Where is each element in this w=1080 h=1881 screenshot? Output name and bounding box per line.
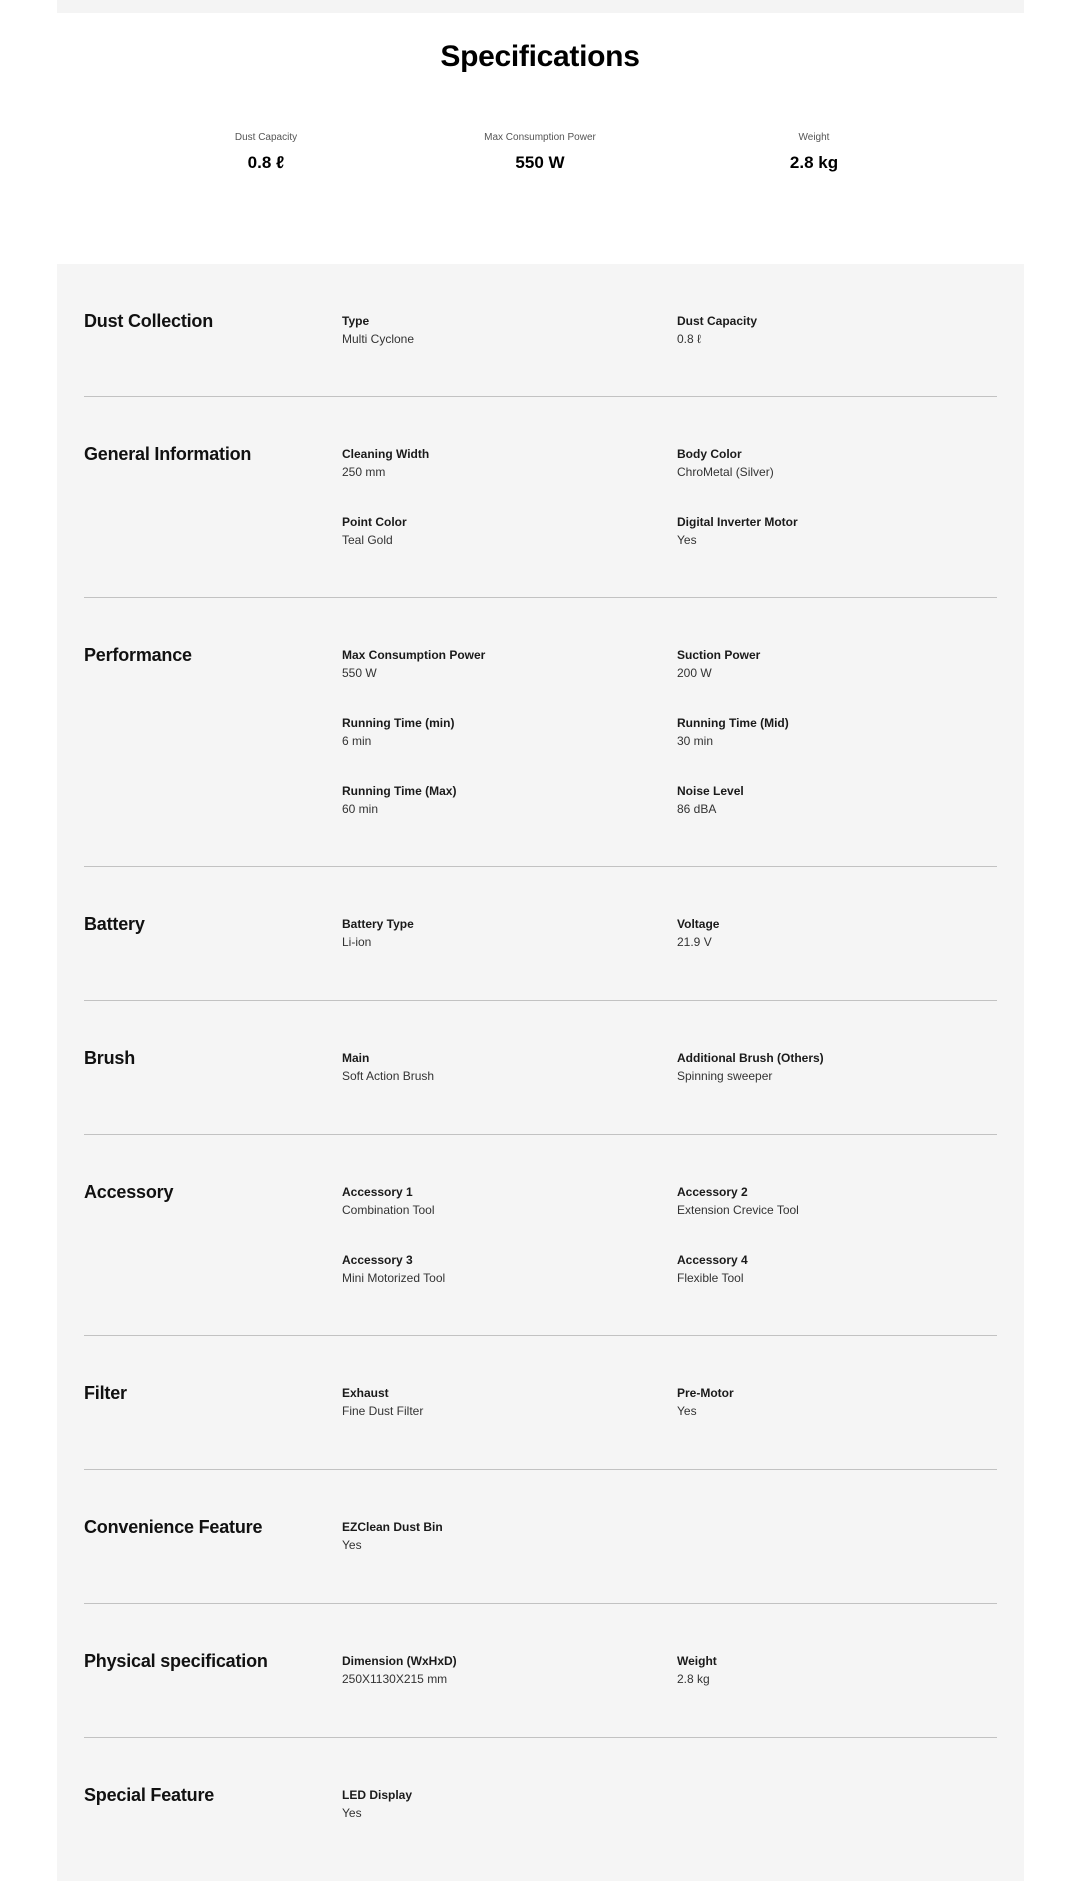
spec-section-dust-collection (84, 264, 997, 397)
spec-value: Spinning sweeper (677, 1069, 773, 1083)
spec-item (677, 715, 977, 750)
spec-section-brush (84, 1001, 997, 1135)
spec-value: Yes (342, 1806, 362, 1820)
summary-label: Dust Capacity (234, 132, 298, 143)
spec-value: 2.8 kg (677, 1672, 710, 1686)
summary-item-max-consumption-power (420, 131, 660, 173)
spec-key: Point Color (342, 515, 407, 529)
spec-section-battery (84, 867, 997, 1001)
summary-label: Max Consumption Power (484, 132, 596, 143)
spec-item (677, 1184, 977, 1219)
spec-value: Fine Dust Filter (342, 1404, 424, 1418)
spec-key: Running Time (Max) (342, 784, 457, 798)
spec-item (342, 1519, 642, 1554)
spec-key: EZClean Dust Bin (342, 1520, 443, 1534)
spec-item (677, 1653, 977, 1688)
section-title: General Information (84, 444, 252, 464)
summary-highlights (0, 131, 1080, 191)
spec-value: 21.9 V (677, 935, 712, 949)
section-title: Special Feature (84, 1785, 215, 1805)
spec-item (342, 1787, 642, 1822)
spec-section-performance (84, 598, 997, 867)
spec-value: Extension Crevice Tool (677, 1203, 799, 1217)
spec-key: Type (342, 314, 370, 328)
spec-value: Multi Cyclone (342, 332, 415, 346)
summary-item-dust-capacity (146, 131, 386, 173)
spec-key: Accessory 2 (677, 1185, 748, 1199)
spec-item (342, 1385, 642, 1420)
spec-value: Flexible Tool (677, 1271, 744, 1285)
spec-key: Max Consumption Power (342, 648, 486, 662)
section-title: Physical specification (84, 1651, 268, 1671)
spec-key: Body Color (677, 447, 742, 461)
spec-key: Weight (677, 1654, 717, 1668)
spec-key: Dimension (WxHxD) (342, 1654, 457, 1668)
spec-section-general-information (84, 397, 997, 598)
spec-value: 200 W (677, 666, 712, 680)
spec-key: Cleaning Width (342, 447, 430, 461)
section-title: Performance (84, 645, 192, 665)
page-title: Specifications (440, 40, 640, 73)
spec-item (677, 1252, 977, 1287)
spec-value: Soft Action Brush (342, 1069, 435, 1083)
spec-value: Teal Gold (342, 533, 393, 547)
spec-key: Accessory 3 (342, 1253, 413, 1267)
spec-value: 86 dBA (677, 802, 717, 816)
summary-label: Weight (798, 132, 830, 143)
spec-section-convenience-feature (84, 1470, 997, 1604)
spec-item (342, 1050, 642, 1085)
spec-item (677, 783, 977, 818)
spec-key: Exhaust (342, 1386, 389, 1400)
spec-key: Voltage (677, 917, 720, 931)
spec-value: Combination Tool (342, 1203, 435, 1217)
spec-key: Dust Capacity (677, 314, 758, 328)
spec-value: 250X1130X215 mm (342, 1672, 448, 1686)
section-title: Brush (84, 1048, 136, 1068)
spec-item (677, 916, 977, 951)
spec-value: 30 min (677, 734, 714, 748)
spec-item (342, 647, 642, 682)
spec-value: ChroMetal (Silver) (677, 465, 774, 479)
spec-item (342, 783, 642, 818)
spec-item (677, 647, 977, 682)
spec-item (342, 514, 642, 549)
section-title: Battery (84, 914, 145, 934)
spec-item (342, 715, 642, 750)
spec-key: Main (342, 1051, 370, 1065)
spec-section-accessory (84, 1135, 997, 1336)
section-title: Dust Collection (84, 311, 214, 331)
spec-item (677, 1385, 977, 1420)
spec-value: Yes (342, 1538, 362, 1552)
spec-key: Running Time (Mid) (677, 716, 789, 730)
summary-value: 2.8 kg (789, 153, 839, 172)
spec-key: Suction Power (677, 648, 761, 662)
spec-key: Noise Level (677, 784, 744, 798)
spec-key: Pre-Motor (677, 1386, 734, 1400)
summary-item-weight (694, 131, 934, 173)
spec-value: 250 mm (342, 465, 386, 479)
spec-item (342, 313, 642, 348)
specs-panel (57, 264, 1024, 1881)
spec-key: Digital Inverter Motor (677, 515, 798, 529)
spec-item (677, 446, 977, 481)
spec-value: 0.8 ℓ (677, 332, 701, 346)
spec-value: 60 min (342, 802, 379, 816)
spec-item (677, 313, 977, 348)
spec-key: Additional Brush (Others) (677, 1051, 824, 1065)
spec-value: 550 W (342, 666, 377, 680)
spec-section-filter (84, 1336, 997, 1470)
spec-value: 6 min (342, 734, 372, 748)
spec-value: Mini Motorized Tool (342, 1271, 446, 1285)
spec-key: Accessory 4 (677, 1253, 748, 1267)
spec-item (677, 514, 977, 549)
spec-section-special-feature (84, 1738, 997, 1872)
spec-key: LED Display (342, 1788, 413, 1802)
spec-key: Accessory 1 (342, 1185, 413, 1199)
summary-value: 550 W (515, 153, 565, 172)
top-strip (57, 0, 1024, 13)
summary-value: 0.8 ℓ (247, 153, 285, 172)
spec-item (342, 1184, 642, 1219)
section-title: Filter (84, 1383, 127, 1403)
spec-section-physical-specification (84, 1604, 997, 1738)
spec-item (342, 916, 642, 951)
spec-item (677, 1050, 977, 1085)
section-title: Convenience Feature (84, 1517, 263, 1537)
spec-value: Li-ion (342, 935, 372, 949)
spec-item (342, 1653, 642, 1688)
spec-item (342, 446, 642, 481)
spec-value: Yes (677, 533, 697, 547)
spec-value: Yes (677, 1404, 697, 1418)
section-title: Accessory (84, 1182, 174, 1202)
spec-key: Running Time (min) (342, 716, 455, 730)
spec-key: Battery Type (342, 917, 414, 931)
spec-item (342, 1252, 642, 1287)
